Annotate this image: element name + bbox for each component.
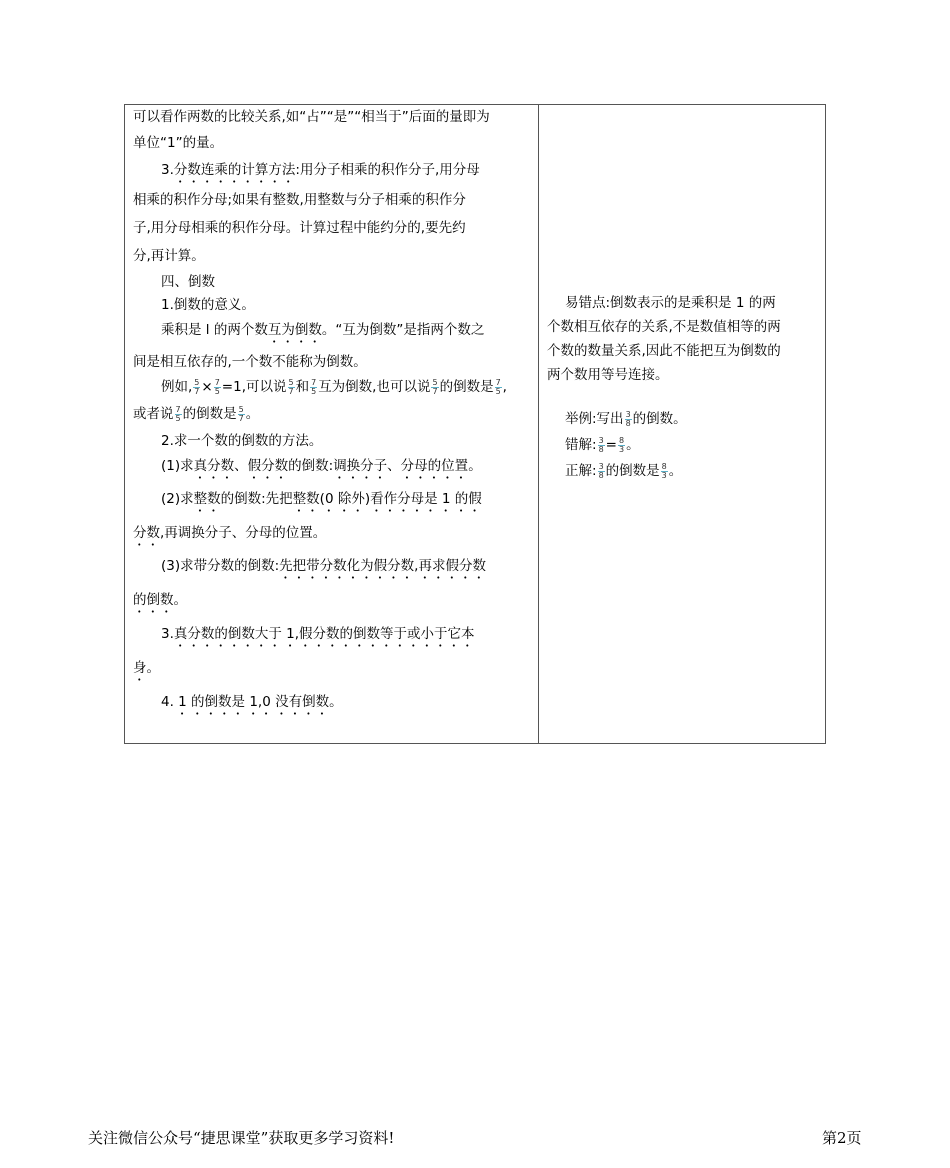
fraction: $\frac{7}{5}$	[175, 404, 181, 423]
example-line: 举例:写出 $\frac{3}{8}$ 的倒数。	[565, 409, 687, 428]
text-line: 乘积是 l 的两个数互为倒数。“互为倒数”是指两个数之	[161, 322, 485, 338]
text-line: 1.倒数的意义。	[161, 297, 255, 313]
fraction: $\frac{7}{5}$	[495, 377, 501, 396]
text-line: 分,再计算。	[133, 248, 205, 264]
note-line: 易错点:倒数表示的是乘积是 1 的两	[565, 295, 776, 311]
example-line: 错解: $\frac{3}{8}$ = $\frac{8}{3}$ 。	[565, 435, 640, 454]
fraction: $\frac{5}{7}$	[288, 377, 294, 396]
note-line: 个数相互依存的关系,不是数值相等的两	[547, 319, 781, 335]
fraction: $\frac{3}{8}$	[598, 461, 604, 480]
page-number: 第2页	[822, 1129, 862, 1147]
fraction: $\frac{5}{7}$	[432, 377, 438, 396]
text-line: 间是相互依存的,一个数不能称为倒数。	[133, 354, 367, 370]
text-line: 身。	[133, 660, 160, 676]
text-line: 可以看作两数的比较关系,如“占”“是”“相当于”后面的量即为	[133, 109, 490, 125]
fraction: $\frac{5}{7}$	[194, 377, 200, 396]
text-line: (3)求带分数的倒数:先把带分数化为假分数,再求假分数	[161, 558, 486, 574]
text-line: 分数,再调换分子、分母的位置。	[133, 525, 327, 541]
example-line: 正解: $\frac{3}{8}$ 的倒数是 $\frac{8}{3}$ 。	[565, 461, 683, 480]
text-line: (1)求真分数、假分数的倒数:调换分子、分母的位置。	[161, 458, 482, 474]
example-line: 或者说 $\frac{7}{5}$ 的倒数是 $\frac{5}{7}$ 。	[133, 404, 260, 423]
section-heading: 四、倒数	[161, 274, 215, 290]
fraction: $\frac{7}{5}$	[311, 377, 317, 396]
fraction: $\frac{8}{3}$	[661, 461, 667, 480]
text-line: 相乘的积作分母;如果有整数,用整数与分子相乘的积作分	[133, 192, 466, 208]
text-line: (2)求整数的倒数:先把整数(0 除外)看作分母是 1 的假	[161, 491, 482, 507]
text-line: 3.真分数的倒数大于 1,假分数的倒数等于或小于它本	[161, 626, 475, 642]
fraction: $\frac{5}{7}$	[238, 404, 244, 423]
column-divider	[538, 105, 539, 743]
fraction: $\frac{8}{3}$	[618, 435, 625, 454]
note-line: 个数的数量关系,因此不能把互为倒数的	[547, 343, 781, 359]
content-table	[124, 104, 826, 744]
text-line: 4. 1 的倒数是 1,0 没有倒数。	[161, 694, 343, 710]
fraction: $\frac{3}{8}$	[625, 409, 631, 428]
text-line: 2.求一个数的倒数的方法。	[161, 433, 323, 449]
example-line: 例如, $\frac{5}{7}$ × $\frac{7}{5}$ =1,可以说 $\frac{5}{7}$ 和 $\frac{7}{5}$ 互为倒数,也可以说 $\frac{5}{7}$ 的倒数是 $\frac{7}{5}$ ,	[161, 377, 507, 396]
fraction: $\frac{7}{5}$	[214, 377, 220, 396]
fraction: $\frac{3}{8}$	[598, 435, 604, 454]
text-line: 子,用分母相乘的积作分母。计算过程中能约分的,要先约	[133, 220, 466, 236]
footer-note: 关注微信公众号“捷思课堂”获取更多学习资料!	[88, 1129, 395, 1147]
text-line: 单位“1”的量。	[133, 135, 224, 151]
text-line: 3.分数连乘的计算方法:用分子相乘的积作分子,用分母	[161, 162, 480, 178]
text-line: 的倒数。	[133, 592, 187, 608]
note-line: 两个数用等号连接。	[547, 367, 669, 383]
